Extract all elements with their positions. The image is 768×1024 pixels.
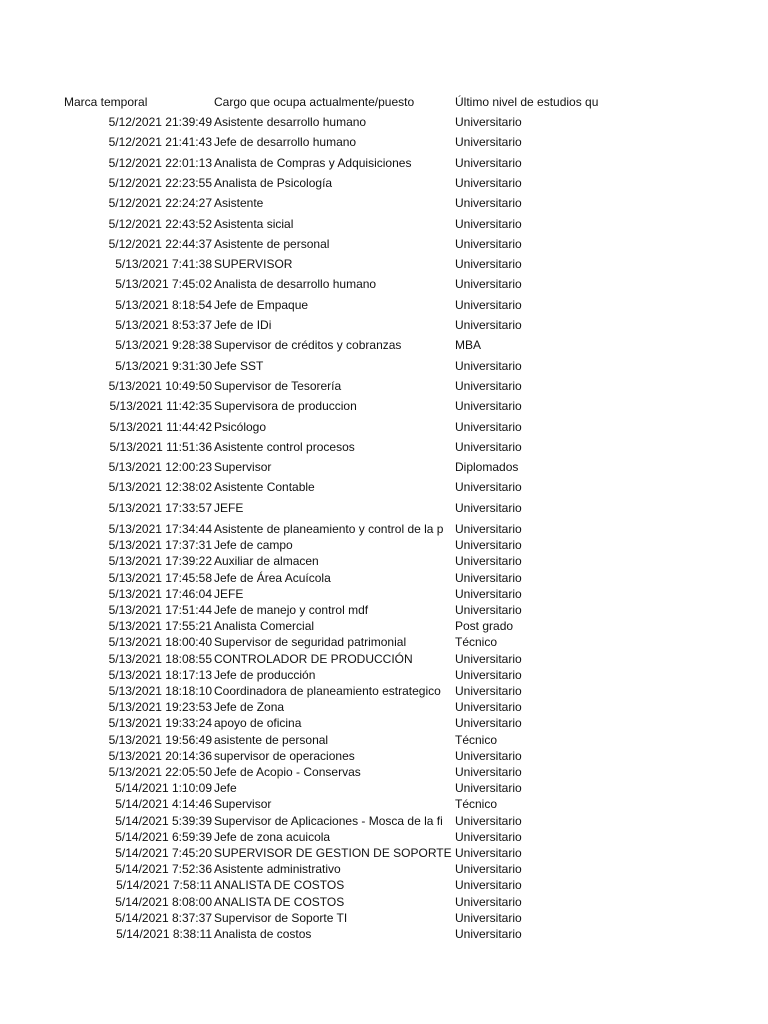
timestamp-cell: 5/13/2021 19:33:24 — [108, 716, 212, 731]
table-row — [0, 114, 768, 130]
education-cell: Universitario — [455, 748, 522, 763]
table-row — [0, 479, 768, 495]
table-row — [0, 683, 768, 699]
education-cell: Universitario — [455, 297, 522, 312]
timestamp-cell: 5/13/2021 19:56:49 — [108, 732, 212, 747]
table-row — [0, 732, 768, 748]
education-cell: Universitario — [455, 813, 522, 828]
timestamp-cell: 5/13/2021 17:51:44 — [108, 603, 212, 617]
education-cell: Universitario — [455, 277, 522, 292]
position-cell: Asistente de planeamiento y control de la p — [214, 522, 444, 536]
table-row — [0, 926, 768, 942]
position-cell: Supervisor — [214, 460, 272, 475]
timestamp-cell: 5/14/2021 4:14:46 — [115, 797, 212, 812]
table-row — [0, 521, 768, 537]
table-row — [0, 829, 768, 845]
timestamp-cell: 5/13/2021 18:17:13 — [108, 667, 212, 682]
education-cell: Universitario — [455, 586, 522, 601]
position-cell: Jefe de producción — [214, 667, 316, 682]
position-cell: Jefe — [214, 781, 237, 796]
education-cell: Universitario — [455, 846, 522, 860]
position-cell: apoyo de oficina — [214, 716, 302, 731]
position-cell: Supervisor — [214, 797, 272, 812]
position-cell: JEFE — [214, 586, 244, 601]
table-row — [0, 845, 768, 861]
education-cell: Universitario — [455, 862, 522, 877]
table-row — [0, 256, 768, 272]
education-cell: MBA — [455, 338, 482, 353]
table-row — [0, 537, 768, 553]
table-row — [0, 699, 768, 715]
table-row — [0, 134, 768, 150]
position-cell: Jefe de Zona — [214, 700, 285, 715]
timestamp-cell: 5/13/2021 8:18:54 — [115, 297, 212, 312]
table-row — [0, 877, 768, 893]
timestamp-cell: 5/13/2021 17:39:22 — [108, 554, 212, 569]
table-row — [0, 910, 768, 926]
position-cell: Asistente desarrollo humano — [214, 115, 367, 129]
position-cell: Asistente de personal — [214, 236, 330, 251]
education-cell: Universitario — [455, 216, 522, 231]
position-cell: Analista Comercial — [214, 619, 315, 634]
position-cell: Supervisor de Tesorería — [214, 378, 342, 393]
timestamp-cell: 5/12/2021 22:43:52 — [108, 216, 212, 231]
table-row — [0, 195, 768, 211]
timestamp-cell: 5/14/2021 5:39:39 — [115, 813, 212, 828]
table-row — [0, 419, 768, 435]
timestamp-cell: 5/13/2021 8:53:37 — [115, 318, 212, 332]
education-cell: Universitario — [455, 522, 522, 536]
timestamp-cell: 5/14/2021 6:59:39 — [115, 829, 212, 844]
timestamp-cell: 5/14/2021 7:52:36 — [115, 862, 212, 877]
education-cell: Universitario — [455, 603, 522, 617]
timestamp-cell: 5/12/2021 22:44:37 — [108, 236, 212, 251]
position-cell: Supervisor de créditos y cobranzas — [214, 338, 402, 353]
position-cell: Jefe de manejo y control mdf — [214, 603, 369, 617]
table-row — [0, 236, 768, 252]
education-cell: Técnico — [455, 635, 498, 650]
timestamp-cell: 5/13/2021 7:45:02 — [115, 277, 212, 292]
timestamp-cell: 5/12/2021 21:41:43 — [108, 135, 212, 150]
position-cell: supervisor de operaciones — [214, 748, 355, 763]
education-cell: Universitario — [455, 829, 522, 844]
education-cell: Universitario — [455, 175, 522, 190]
table-row — [0, 715, 768, 731]
header-row — [0, 94, 768, 110]
table-row — [0, 337, 768, 353]
education-cell: Universitario — [455, 910, 522, 925]
education-cell: Universitario — [455, 700, 522, 715]
table-row — [0, 155, 768, 171]
position-cell: ANALISTA DE COSTOS — [214, 894, 345, 909]
timestamp-cell: 5/13/2021 17:37:31 — [108, 538, 212, 553]
position-cell: Supervisora de produccion — [214, 399, 357, 414]
header-education: Último nivel de estudios qu — [455, 95, 599, 109]
table-row — [0, 216, 768, 232]
education-cell: Universitario — [455, 781, 522, 796]
timestamp-cell: 5/13/2021 12:38:02 — [108, 480, 212, 495]
timestamp-cell: 5/13/2021 22:05:50 — [108, 765, 212, 779]
timestamp-cell: 5/13/2021 11:51:36 — [109, 439, 212, 454]
table-row — [0, 764, 768, 780]
education-cell: Universitario — [455, 765, 522, 779]
position-cell: Analista de costos — [214, 927, 312, 941]
table-row — [0, 500, 768, 516]
position-cell: asistente de personal — [214, 732, 329, 747]
position-cell: Asistente Contable — [214, 480, 315, 495]
education-cell: Universitario — [455, 318, 522, 332]
table-row — [0, 780, 768, 796]
position-cell: Jefe de Empaque — [214, 297, 309, 312]
table-row — [0, 276, 768, 292]
education-cell: Universitario — [455, 894, 522, 909]
position-cell: Analista de Compras y Adquisiciones — [214, 155, 412, 170]
table-row — [0, 398, 768, 414]
position-cell: Jefe de desarrollo humano — [214, 135, 357, 150]
timestamp-cell: 5/14/2021 8:37:37 — [115, 910, 212, 925]
table-row — [0, 297, 768, 313]
timestamp-cell: 5/13/2021 18:00:40 — [108, 635, 212, 650]
table-row — [0, 459, 768, 475]
timestamp-cell: 5/13/2021 17:45:58 — [108, 570, 212, 585]
position-cell: Jefe de zona acuicola — [214, 829, 331, 844]
education-cell: Universitario — [455, 684, 522, 698]
timestamp-cell: 5/13/2021 17:33:57 — [108, 500, 212, 515]
table-row — [0, 796, 768, 812]
education-cell: Técnico — [455, 732, 498, 747]
position-cell: Analista de desarrollo humano — [214, 277, 377, 292]
education-cell: Universitario — [455, 538, 522, 553]
position-cell: JEFE — [214, 500, 244, 515]
education-cell: Universitario — [455, 236, 522, 251]
table-row — [0, 748, 768, 764]
timestamp-cell: 5/13/2021 19:23:53 — [108, 700, 212, 715]
education-cell: Universitario — [455, 378, 522, 393]
education-cell: Universitario — [455, 196, 522, 211]
timestamp-cell: 5/13/2021 11:44:42 — [109, 419, 212, 434]
position-cell: Jefe de Acopio - Conservas — [214, 765, 361, 779]
position-cell: Jefe de campo — [214, 538, 293, 553]
timestamp-cell: 5/13/2021 12:00:23 — [108, 460, 212, 475]
table-row — [0, 586, 768, 602]
education-cell: Universitario — [455, 480, 522, 495]
position-cell: CONTROLADOR DE PRODUCCIÓN — [214, 651, 413, 666]
timestamp-cell: 5/12/2021 22:24:27 — [108, 196, 212, 211]
education-cell: Universitario — [455, 257, 522, 272]
timestamp-cell: 5/13/2021 9:31:30 — [115, 358, 212, 373]
table-row — [0, 667, 768, 683]
table-row — [0, 378, 768, 394]
position-cell: Auxiliar de almacen — [214, 554, 319, 569]
education-cell: Universitario — [455, 554, 522, 569]
table-row — [0, 894, 768, 910]
position-cell: Asistenta sicial — [214, 216, 294, 231]
position-cell: Jefe de IDi — [214, 318, 272, 332]
position-cell: SUPERVISOR — [214, 257, 293, 272]
timestamp-cell: 5/13/2021 18:08:55 — [108, 651, 212, 666]
table-row — [0, 175, 768, 191]
education-cell: Universitario — [455, 419, 522, 434]
position-cell: Asistente control procesos — [214, 439, 355, 454]
education-cell: Universitario — [455, 667, 522, 682]
table-row — [0, 651, 768, 667]
timestamp-cell: 5/14/2021 8:38:11 — [116, 927, 212, 941]
education-cell: Universitario — [455, 716, 522, 731]
timestamp-cell: 5/14/2021 7:58:11 — [116, 878, 212, 893]
position-cell: Jefe SST — [214, 358, 264, 373]
timestamp-cell: 5/13/2021 18:18:10 — [108, 684, 212, 698]
timestamp-cell: 5/13/2021 7:41:38 — [115, 257, 212, 272]
education-cell: Post grado — [455, 619, 514, 634]
education-cell: Universitario — [455, 500, 522, 515]
table-row — [0, 618, 768, 634]
timestamp-cell: 5/12/2021 22:23:55 — [108, 175, 212, 190]
position-cell: Psicólogo — [214, 419, 267, 434]
position-cell: Supervisor de Aplicaciones - Mosca de la fi — [214, 813, 443, 828]
position-cell: Analista de Psicología — [214, 175, 333, 190]
education-cell: Universitario — [455, 927, 522, 941]
timestamp-cell: 5/13/2021 20:14:36 — [108, 748, 212, 763]
header-position: Cargo que ocupa actualmente/puesto — [214, 95, 415, 109]
education-cell: Técnico — [455, 797, 498, 812]
timestamp-cell: 5/14/2021 1:10:09 — [115, 781, 212, 796]
position-cell: Asistente administrativo — [214, 862, 341, 877]
timestamp-cell: 5/14/2021 8:08:00 — [115, 894, 212, 909]
table-row — [0, 439, 768, 455]
timestamp-cell: 5/14/2021 7:45:20 — [115, 846, 212, 860]
table-row — [0, 813, 768, 829]
education-cell: Universitario — [455, 358, 522, 373]
education-cell: Universitario — [455, 570, 522, 585]
position-cell: ANALISTA DE COSTOS — [214, 878, 345, 893]
table-row — [0, 317, 768, 333]
education-cell: Universitario — [455, 135, 522, 150]
header-timestamp: Marca temporal — [64, 95, 148, 109]
timestamp-cell: 5/13/2021 9:28:38 — [115, 338, 212, 353]
table-row — [0, 570, 768, 586]
timestamp-cell: 5/13/2021 17:46:04 — [108, 586, 212, 601]
timestamp-cell: 5/13/2021 10:49:50 — [108, 378, 212, 393]
position-cell: Asistente — [214, 196, 264, 211]
education-cell: Universitario — [455, 399, 522, 414]
timestamp-cell: 5/12/2021 22:01:13 — [108, 155, 212, 170]
timestamp-cell: 5/13/2021 11:42:35 — [109, 399, 212, 414]
education-cell: Universitario — [455, 115, 522, 129]
education-cell: Universitario — [455, 439, 522, 454]
position-cell: Jefe de Área Acuícola — [214, 570, 331, 585]
position-cell: Supervisor de Soporte TI — [214, 910, 348, 925]
position-cell: Supervisor de seguridad patrimonial — [214, 635, 407, 650]
education-cell: Universitario — [455, 878, 522, 893]
table-row — [0, 602, 768, 618]
table-row — [0, 634, 768, 650]
education-cell: Diplomados — [455, 460, 519, 475]
timestamp-cell: 5/13/2021 17:55:21 — [108, 619, 212, 634]
table-row — [0, 861, 768, 877]
position-cell: Coordinadora de planeamiento estrategico — [214, 684, 441, 698]
table-row — [0, 553, 768, 569]
position-cell: SUPERVISOR DE GESTION DE SOPORTE — [214, 846, 452, 860]
education-cell: Universitario — [455, 651, 522, 666]
timestamp-cell: 5/13/2021 17:34:44 — [108, 522, 212, 536]
timestamp-cell: 5/12/2021 21:39:49 — [108, 115, 212, 129]
table-row — [0, 358, 768, 374]
education-cell: Universitario — [455, 155, 522, 170]
